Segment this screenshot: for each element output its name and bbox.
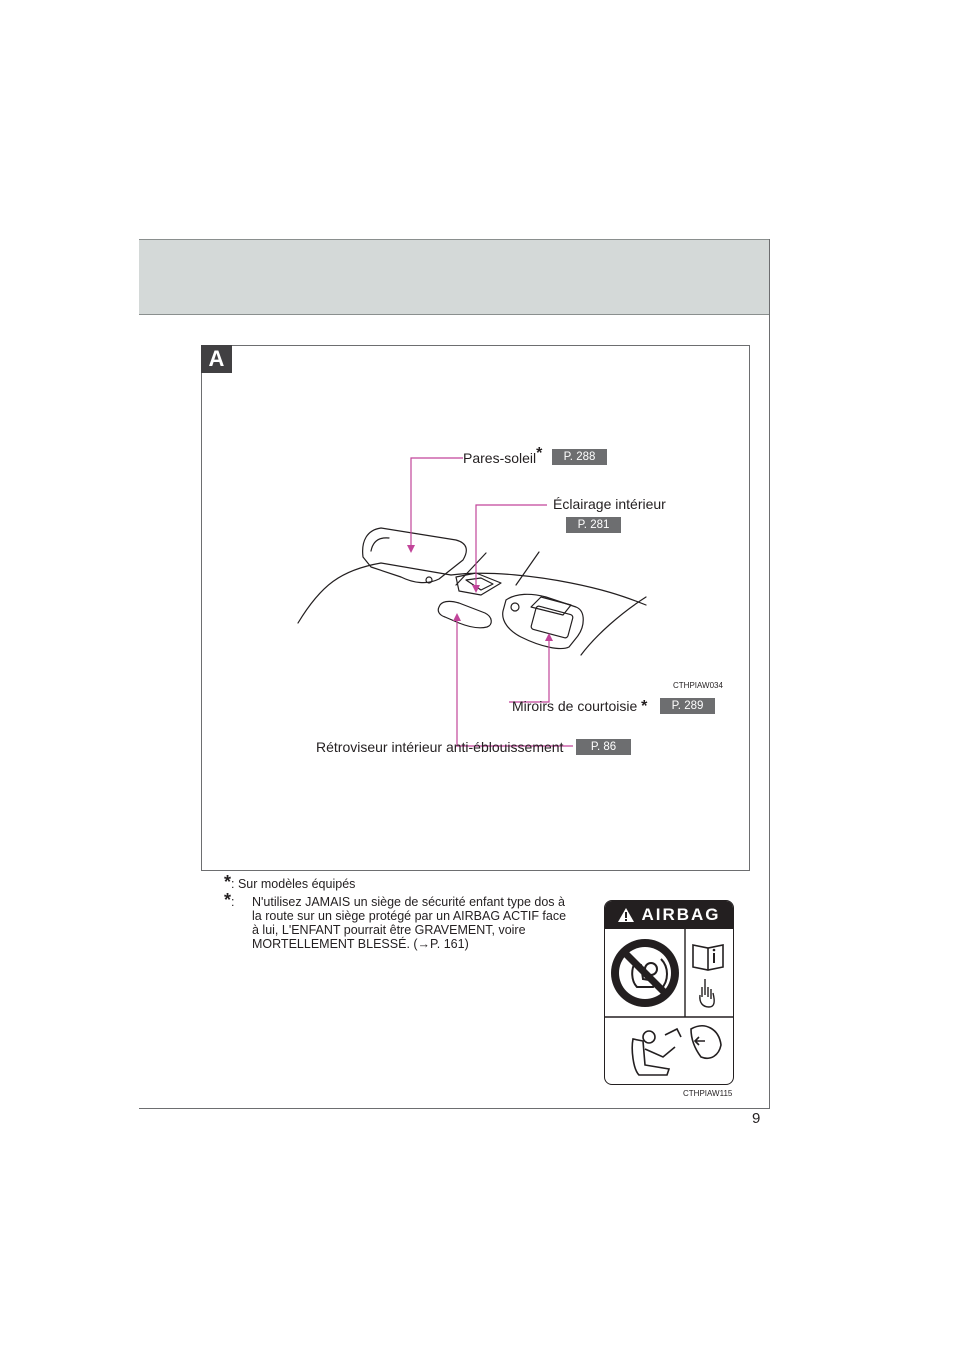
ref-rear-mirror[interactable]: P. 86 — [576, 739, 631, 755]
label-rear-mirror: Rétroviseur intérieur anti-éblouissement — [316, 739, 564, 755]
figure-code-airbag: CTHPIAW115 — [683, 1089, 733, 1098]
ref-vanity-mirror[interactable]: P. 289 — [660, 698, 715, 714]
warning-triangle-icon — [617, 907, 635, 923]
pointing-hand-icon — [700, 979, 714, 1007]
pillar-line-right — [516, 552, 539, 585]
ref-sun-visor[interactable]: P. 288 — [552, 449, 607, 465]
ref-interior-light[interactable]: P. 281 — [566, 517, 621, 533]
sun-visor-star: * — [536, 445, 543, 462]
chapter-header-band — [139, 239, 769, 315]
left-visor-detail — [371, 538, 389, 551]
footnote-warning-text — [252, 895, 592, 951]
page-number: 9 — [752, 1110, 761, 1127]
callout-rear-mirror — [457, 615, 573, 746]
windshield-right-edge — [581, 597, 646, 655]
vanity-mirror-text: Miroirs de courtoisie — [512, 698, 638, 714]
airbag-label-header — [605, 901, 733, 929]
page-bottom-rule — [139, 1108, 770, 1109]
label-vanity-mirror — [512, 698, 647, 716]
footnote-line-3: à lui, L'ENFANT pourrait être GRAVEMENT, voire — [252, 923, 526, 937]
footnote-line-1: N'utilisez JAMAIS un siège de sécurité enfant type dos à — [252, 895, 565, 909]
label-sun-visor — [463, 445, 543, 468]
footnote-star-1: * — [224, 872, 232, 892]
rear-view-mirror — [438, 601, 491, 627]
windshield-left-edge — [298, 563, 451, 623]
seat-airbag-deployment-icon — [632, 1026, 721, 1075]
page-right-rule — [769, 239, 770, 1109]
footnote-warning — [224, 890, 235, 910]
airbag-title: AIRBAG — [641, 905, 721, 924]
pillar-line-left — [456, 553, 486, 585]
footnote-colon-2: : — [231, 895, 235, 909]
right-visor-clip — [511, 603, 519, 611]
manual-book-icon — [693, 945, 723, 970]
footnote-text-1: : Sur modèles équipés — [231, 877, 356, 891]
airbag-label-pictograms — [605, 929, 733, 1084]
airbag-warning-label — [604, 900, 734, 1085]
footnote-line-2: la route sur un siège protégé par un AIRBAG ACTIF face — [252, 909, 567, 923]
interior-light-lens — [466, 578, 493, 590]
vehicle-interior-illustration — [201, 345, 750, 871]
label-interior-light: Éclairage intérieur — [553, 496, 666, 512]
footnote-equipped — [224, 872, 356, 892]
footnote-line-4: MORTELLEMENT BLESSÉ. (→P. 161) — [252, 937, 469, 951]
callout-sun-visor — [411, 458, 463, 550]
figure-code-interior: CTHPIAW034 — [673, 681, 723, 690]
interior-light-housing — [456, 573, 501, 595]
vanity-mirror-star: * — [641, 698, 648, 715]
sun-visor-text: Pares-soleil — [463, 450, 537, 466]
prohibition-child-seat-icon — [611, 939, 679, 1007]
section-tab: A — [201, 345, 232, 373]
footnote-star-2: * — [224, 890, 232, 910]
